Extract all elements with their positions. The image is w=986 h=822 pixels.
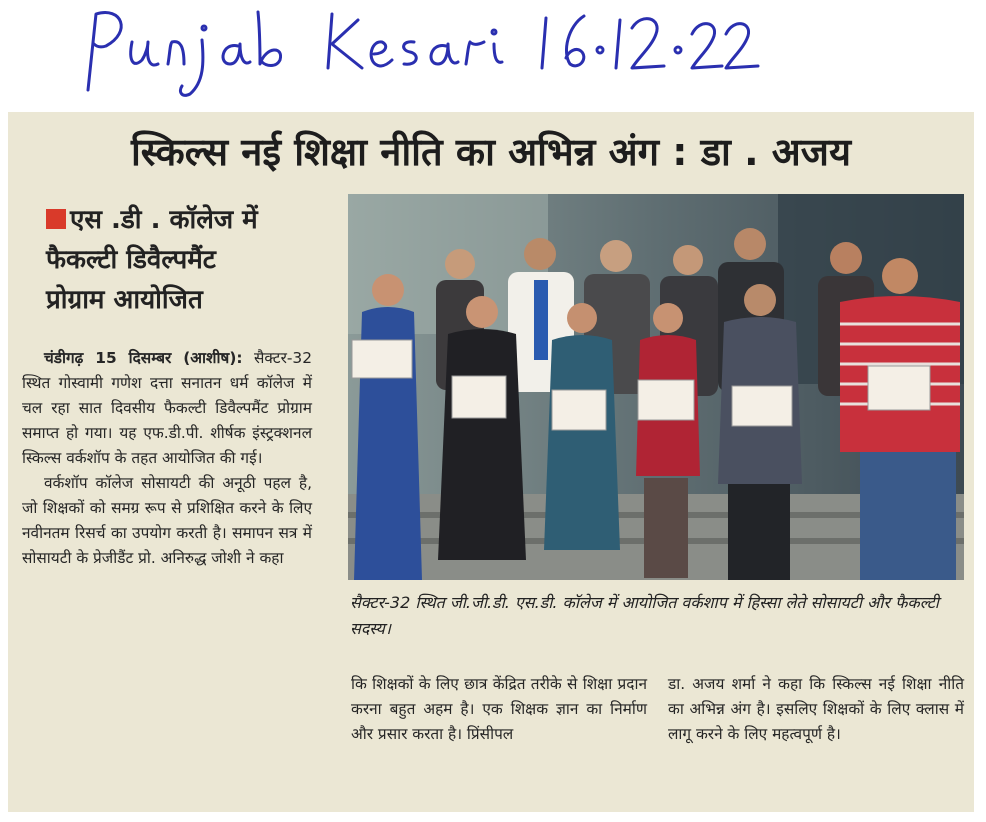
newspaper-clipping [8, 112, 974, 812]
headline: स्किल्स नई शिक्षा नीति का अभिन्न अंग : डा . अजय [130, 130, 852, 174]
subheadline [46, 200, 346, 320]
right-column: डा. अजय शर्मा ने कहा कि स्किल्स नई शिक्षा नीति का अभिन्न अंग है। इसलिए शिक्षकों के लिए क्लास में लागू करने के लिए महत्वपूर्ण है। [668, 675, 964, 743]
left-paragraph-2: वर्कशॉप कॉलेज सोसायटी की अनूठी पहल है, जो शिक्षकों को समग्र रूप से प्रशिक्षित करने के लिए नवीनतम रिसर्च का उपयोग करती है। समापन सत्र में सोसायटी के प्रेजीडैंट प्रो. अनिरुद्ध जोशी ने कहा [22, 474, 312, 567]
photo-caption: सैक्टर-32 स्थित जी.जी.डी. एस.डी. कॉलेज में आयोजित वर्कशाप में हिस्सा लेते सोसायटी और फैकल्टी सदस्य। [350, 593, 939, 638]
left-column [22, 346, 312, 571]
dateline: चंडीगढ़ 15 दिसम्बर (आशीष): [44, 349, 243, 367]
middle-column: कि शिक्षकों के लिए छात्र केंद्रित तरीके से शिक्षा प्रदान करना बहुत अहम है। एक शिक्षक ज्ञान का निर्माण और प्रसार करता है। प्रिंसीपल [351, 675, 647, 743]
left-paragraph-1: सैक्टर-32 स्थित गोस्वामी गणेश दत्ता सनातन धर्म कॉलेज में चल रहा सात दिवसीय फैकल्टी डिवैल्पमैंट प्रोग्राम समाप्त हो गया। यह एफ.डी.पी. शीर्षक इंस्ट्रक्शनल स्किल्स वर्कशॉप के तहत आयोजित की गई। [22, 349, 312, 467]
subheadline-line-1: एस .डी . कॉलेज में [70, 205, 258, 235]
red-bullet-icon [46, 209, 66, 229]
subheadline-line-2: फैकल्टी डिवैल्पमैंट [46, 245, 216, 275]
group-photo [348, 194, 964, 580]
handwritten-note [62, 2, 762, 102]
subheadline-line-3: प्रोग्राम आयोजित [46, 285, 203, 315]
